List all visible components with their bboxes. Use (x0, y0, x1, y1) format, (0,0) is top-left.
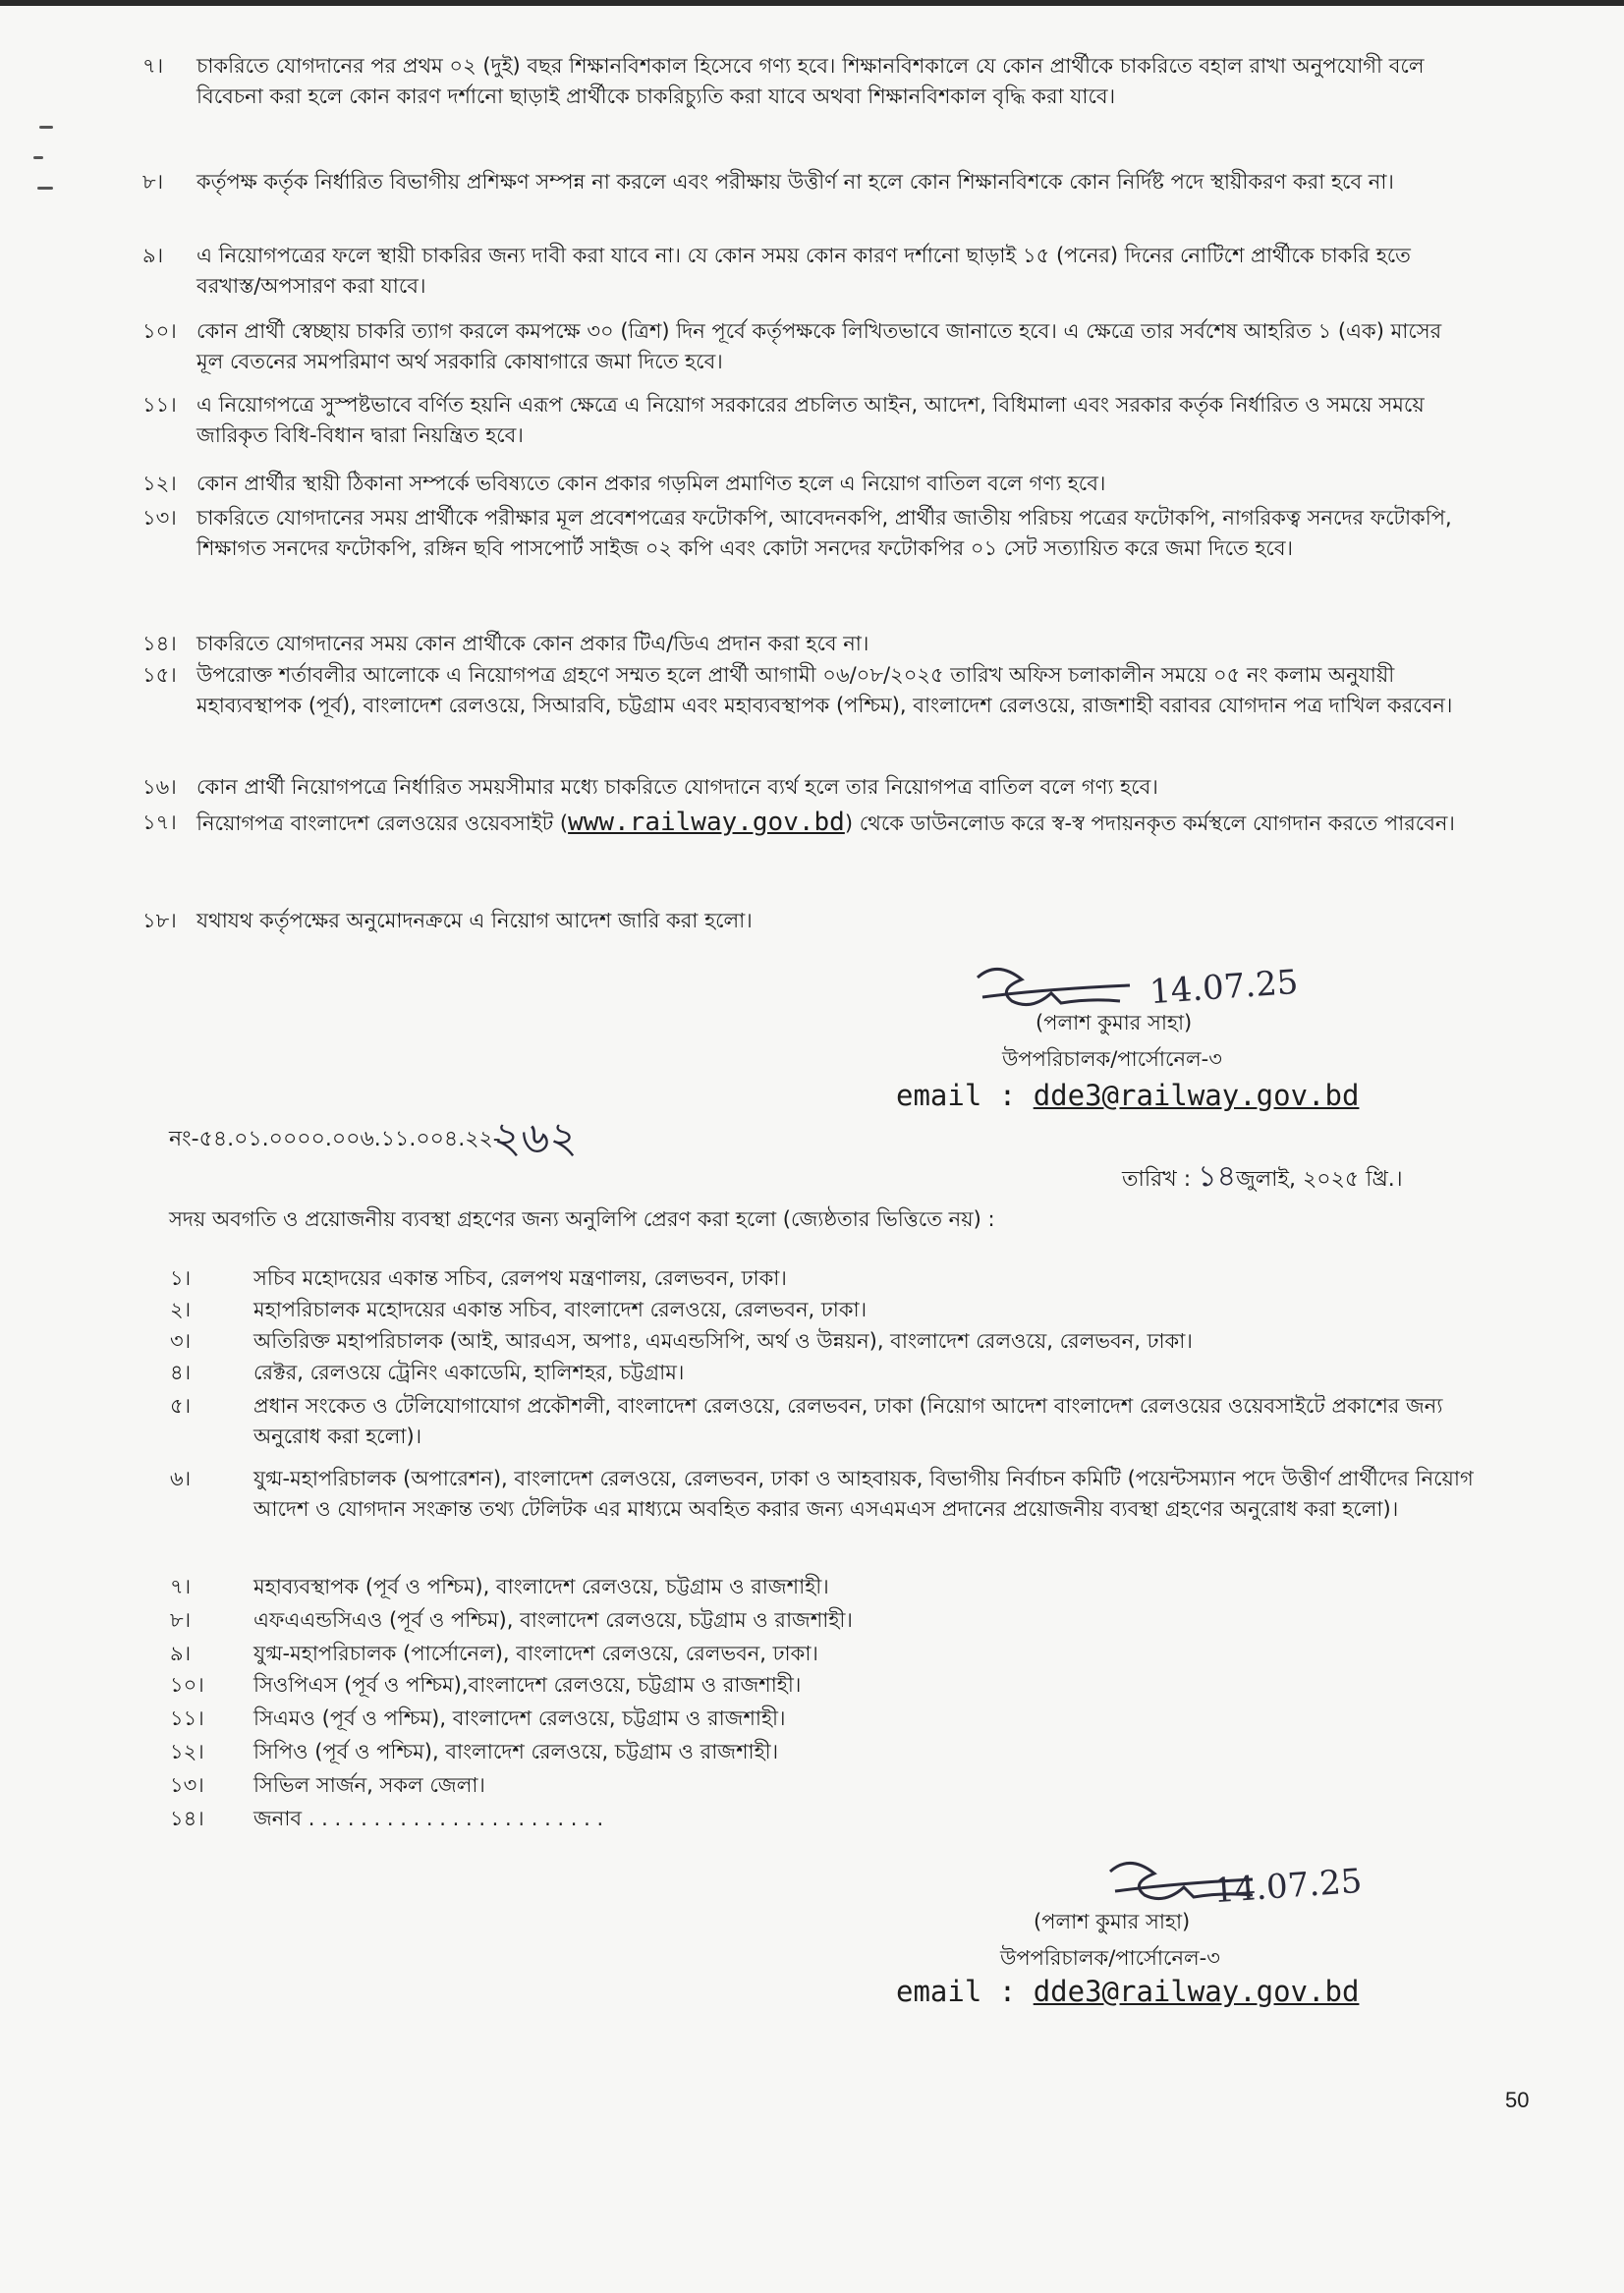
copy-item: ৯। যুগ্ম-মহাপরিচালক (পার্সোনেল), বাংলাদেশ রেলওয়ে, রেলভবন, ঢাকা। (170, 1642, 818, 1665)
clause-text: উপরোক্ত শর্তাবলীর আলোকে এ নিয়োগপত্র গ্রহণে সম্মত হলে প্রার্থী আগামী ০৬/০৮/২০২৫ তারিখ অফিস চলাকালীন সময়ে ০৫ নং কলাম অনুযায়ী মহাব্যবস্থাপক (পূর্ব), বাংলাদেশ রেলওয়ে, সিআরবি, চট্টগ্রাম এবং মহাব্যবস্থাপক (পশ্চিম), বাংলাদেশ রেলওয়ে, রাজশাহী বরাবর যোগদান পত্র দাখিল করবেন। (196, 663, 1453, 717)
clause-text: নিয়োগপত্র বাংলাদেশ রেলওয়ের ওয়েবসাইট (www.railway.gov.bd) থেকে ডাউনলোড করে স্ব-স্ব পদায়নকৃত কর্মস্থলে যোগদান করতে পারবেন। (196, 808, 1455, 837)
email-link[interactable]: dde3@railway.gov.bd (1033, 1079, 1360, 1112)
clause-text: যথাযথ কর্তৃপক্ষের অনুমোদনক্রমে এ নিয়োগ আদেশ জারি করা হলো। (196, 909, 753, 932)
signatory-1-designation: উপপরিচালক/পার্সোনেল-৩ (1002, 1047, 1222, 1071)
signature-1-date: 14.07.25 (1148, 962, 1300, 1013)
clause-13 (142, 503, 1474, 563)
clause-16 (142, 772, 1474, 803)
clause-10 (142, 316, 1474, 376)
clause-text: এ নিয়োগপত্রের ফলে স্থায়ী চাকরির জন্য দাবী করা যাবে না। যে কোন সময় কোন কারণ দর্শানো ছাড়াই ১৫ (পনের) দিনের নোটিশে প্রার্থীকে চাকরি হতে বরখাস্ত/অপসারণ করা যাবে। (196, 244, 1411, 298)
memo-handwritten-number: ২৬২ (493, 1113, 578, 1163)
clause-number: ১৮। (142, 909, 177, 932)
signatory-1-email: email : dde3@railway.gov.bd (896, 1079, 1360, 1112)
copy-intro: সদয় অবগতি ও প্রয়োজনীয় ব্যবস্থা গ্রহণের জন্য অনুলিপি প্রেরণ করা হলো (জ্যেষ্ঠতার ভিত্তিতে নয়) : (169, 1207, 995, 1231)
signatory-1-name: (পলাশ কুমার সাহা) (1036, 1011, 1193, 1035)
copy-item: ১১। সিএমও (পূর্ব ও পশ্চিম), বাংলাদেশ রেলওয়ে, চট্টগ্রাম ও রাজশাহী। (170, 1706, 786, 1730)
memo-date-handwritten: ১৪ (1198, 1159, 1237, 1194)
copy-item: ১০। সিওপিএস (পূর্ব ও পশ্চিম),বাংলাদেশ রেলওয়ে, চট্টগ্রাম ও রাজশাহী। (170, 1673, 802, 1697)
clause-text: চাকরিতে যোগদানের সময় প্রার্থীকে পরীক্ষার মূল প্রবেশপত্রের ফটোকপি, আবেদনকপি, প্রার্থীর জাতীয় পরিচয় পত্রের ফটোকপি, নাগরিকত্ব সনদের ফটোকপি, শিক্ষাগত সনদের ফটোকপি, রঙ্গিন ছবি পাসপোর্ট সাইজ ০২ কপি এবং কোটা সনদের ফটোকপির ০১ সেট সত্যায়িত করে জমা দিতে হবে। (196, 506, 1452, 560)
clause-number: ১২। (142, 472, 177, 495)
clause-7 (142, 51, 1474, 111)
clause-15 (142, 660, 1474, 720)
clause-number: ১৪। (142, 632, 177, 655)
page-number: 50 (1505, 2088, 1530, 2112)
copy-item: ৬। যুগ্ম-মহাপরিচালক (অপারেশন), বাংলাদেশ রেলওয়ে, রেলভবন, ঢাকা ও আহবায়ক, বিভাগীয় নির্বাচন কমিটি (পয়েন্টসম্যান পদে উত্তীর্ণ প্রার্থীদের নিয়োগ আদেশ ও যোগদান সংক্রান্ত তথ্য টেলিটক এর মাধ্যমে অবহিত করার জন্য এসএমএস প্রদানের প্রয়োজনীয় ব্যবস্থা গ্রহণের অনুরোধ করা হলো)। (170, 1467, 1474, 1521)
email-link[interactable]: dde3@railway.gov.bd (1033, 1975, 1360, 2008)
clause-number: ১৫। (142, 663, 177, 687)
clause-number: ৯। (142, 244, 164, 267)
copy-item: ১৩। সিভিল সার্জন, সকল জেলা। (170, 1773, 485, 1797)
copy-item: ১২। সিপিও (পূর্ব ও পশ্চিম), বাংলাদেশ রেলওয়ে, চট্টগ্রাম ও রাজশাহী। (170, 1740, 779, 1763)
clause-8 (142, 167, 1474, 197)
signature-2-date: 14.07.25 (1211, 1861, 1364, 1912)
railway-website-link[interactable]: www.railway.gov.bd (568, 808, 845, 837)
copy-item: ৮। এফএএন্ডসিএও (পূর্ব ও পশ্চিম), বাংলাদেশ রেলওয়ে, চট্টগ্রাম ও রাজশাহী। (170, 1608, 853, 1632)
clause-12 (142, 469, 1474, 499)
clause-text: কোন প্রার্থী নিয়োগপত্রে নির্ধারিত সময়সীমার মধ্যে চাকরিতে যোগদানে ব্যর্থ হলে তার নিয়োগপত্র বাতিল বলে গণ্য হবে। (196, 775, 1158, 799)
memo-number: নং-৫৪.০১.০০০০.০০৬.১১.০০৪.২২- (169, 1127, 501, 1151)
clause-number: ১১। (142, 393, 177, 417)
copy-item: ৭। মহাব্যবস্থাপক (পূর্ব ও পশ্চিম), বাংলাদেশ রেলওয়ে, চট্টগ্রাম ও রাজশাহী। (170, 1575, 829, 1598)
copy-item: ১৪। জনাব . . . . . . . . . . . . . . . . . . . . . . . (170, 1807, 604, 1830)
signatory-2-name: (পলাশ কুমার সাহা) (1034, 1910, 1191, 1933)
clause-text: চাকরিতে যোগদানের পর প্রথম ০২ (দুই) বছর শিক্ষানবিশকাল হিসেবে গণ্য হবে। শিক্ষানবিশকালে যে কোন প্রার্থীকে চাকরিতে বহাল রাখা অনুপযোগী বলে বিবেচনা করা হলে কোন কারণ দর্শানো ছাড়াই প্রার্থীকে চাকরিচ্যুতি করা যাবে অথবা শিক্ষানবিশকাল বৃদ্ধি করা যাবে। (196, 54, 1425, 108)
clause-text: কোন প্রার্থীর স্থায়ী ঠিকানা সম্পর্কে ভবিষ্যতে কোন প্রকার গড়মিল প্রমাণিত হলে এ নিয়োগ বাতিল বলে গণ্য হবে। (196, 472, 1106, 495)
copy-item: ১। সচিব মহোদয়ের একান্ত সচিব, রেলপথ মন্ত্রণালয়, রেলভবন, ঢাকা। (170, 1266, 787, 1290)
copy-item: ৪। রেক্টর, রেলওয়ে ট্রেনিং একাডেমি, হালিশহর, চট্টগ্রাম। (170, 1361, 685, 1384)
signatory-2-email: email : dde3@railway.gov.bd (896, 1975, 1360, 2008)
clause-number: ১৩। (142, 506, 177, 530)
top-edge-line (0, 0, 1624, 6)
clause-text: কোন প্রার্থী স্বেচ্ছায় চাকরি ত্যাগ করলে কমপক্ষে ৩০ (ত্রিশ) দিন পূর্বে কর্তৃপক্ষকে লিখিতভাবে জানাতে হবে। এ ক্ষেত্রে তার সর্বশেষ আহরিত ১ (এক) মাসের মূল বেতনের সমপরিমাণ অর্থ সরকারি কোষাগারে জমা দিতে হবে। (196, 319, 1442, 373)
clause-17 (142, 808, 1474, 839)
copy-item: ৩। অতিরিক্ত মহাপরিচালক (আই, আরএস, অপাঃ, এমএন্ডসিপি, অর্থ ও উন্নয়ন), বাংলাদেশ রেলওয়ে, রেলভবন, ঢাকা। (170, 1329, 1193, 1353)
clause-9 (142, 241, 1474, 301)
copy-item: ৫। প্রধান সংকেত ও টেলিযোগাযোগ প্রকৌশলী, বাংলাদেশ রেলওয়ে, রেলভবন, ঢাকা (নিয়োগ আদেশ বাংলাদেশ রেলওয়ের ওয়েবসাইটে প্রকাশের জন্য অনুরোধ করা হলো)। (170, 1394, 1443, 1448)
clause-text: এ নিয়োগপত্রে সুস্পষ্টভাবে বর্ণিত হয়নি এরূপ ক্ষেত্রে এ নিয়োগ সরকারের প্রচলিত আইন, আদেশ, বিধিমালা এবং সরকার কর্তৃক নির্ধারিত ও সময়ে সময়ে জারিকৃত বিধি-বিধান দ্বারা নিয়ন্ত্রিত হবে। (196, 393, 1425, 447)
clause-14 (142, 629, 1474, 659)
clause-number: ১০। (142, 319, 177, 343)
clause-18 (142, 906, 1474, 936)
clause-number: ১৬। (142, 775, 177, 799)
clause-number: ১৭। (142, 811, 177, 834)
clause-11 (142, 390, 1474, 450)
clause-text: চাকরিতে যোগদানের সময় কোন প্রার্থীকে কোন প্রকার টিএ/ডিএ প্রদান করা হবে না। (196, 632, 869, 655)
margin-marks (29, 98, 59, 216)
signatory-2-designation: উপপরিচালক/পার্সোনেল-৩ (1000, 1946, 1220, 1970)
clause-text: কর্তৃপক্ষ কর্তৃক নির্ধারিত বিভাগীয় প্রশিক্ষণ সম্পন্ন না করলে এবং পরীক্ষায় উত্তীর্ণ না হলে কোন শিক্ষানবিশকে কোন নির্দিষ্ট পদে স্থায়ীকরণ করা হবে না। (196, 170, 1394, 194)
memo-date: তারিখ : ১৪জুলাই, ২০২৫ খ্রি.। (1122, 1159, 1403, 1194)
clause-number: ৭। (142, 54, 164, 78)
copy-item: ২। মহাপরিচালক মহোদয়ের একান্ত সচিব, বাংলাদেশ রেলওয়ে, রেলভবন, ঢাকা। (170, 1298, 868, 1321)
clause-number: ৮। (142, 170, 164, 194)
